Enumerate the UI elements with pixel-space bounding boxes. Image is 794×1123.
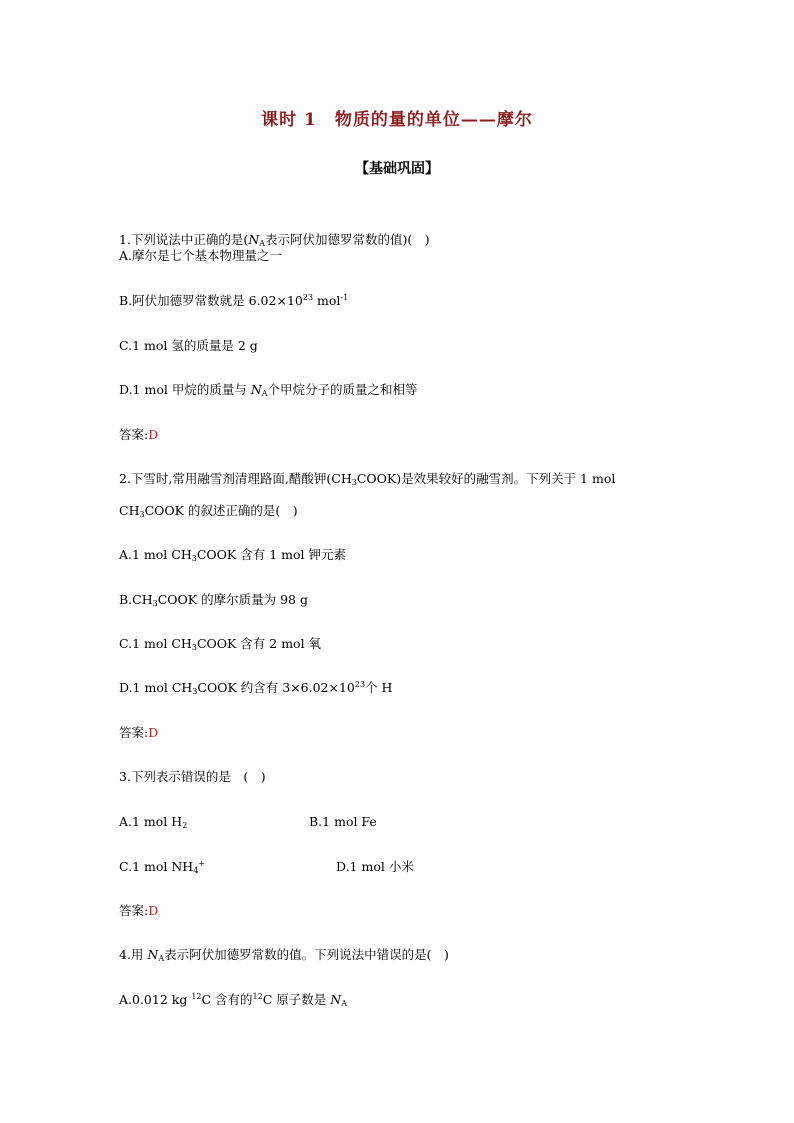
q3-answer: 答案:D — [119, 903, 159, 918]
section-heading: 【基础巩固】 — [355, 161, 439, 177]
q2-option-a: A.1 mol $CH_3COOK$ 含有 1 mol 钾元素 — [119, 547, 346, 563]
q4-option-a: A.0.012 kg $^{12}$C 含有的$^{12}$C 原子数是 $N_A$ — [119, 992, 347, 1008]
q3-option-b: B.1 mol Fe — [309, 814, 377, 829]
lesson-topic: 物质的量的单位——摩尔 — [334, 110, 533, 130]
q1-stem: 1.下列说法中正确的是($N_A$表示阿伏加德罗常数的值)( ) — [119, 232, 430, 248]
q3-option-d: D.1 mol 小米 — [336, 859, 414, 874]
q1-option-c: C.1 mol 氢的质量是 2 g — [119, 338, 258, 353]
q2-stem-line2: $CH_3COOK$ 的叙述正确的是( ) — [119, 503, 298, 519]
q3-stem: 3.下列表示错误的是 ( ) — [119, 769, 266, 784]
q1-answer: 答案:D — [119, 427, 159, 442]
page-title — [0, 105, 794, 130]
q3-option-c: C.1 mol $NH_4^+$ — [119, 859, 206, 875]
q2-option-d: D.1 mol $CH_3COOK$ 约含有 $3\times 6.02\times 10^{23}$个 H — [119, 680, 393, 696]
q4-stem: 4.用 $N_A$表示阿伏加德罗常数的值。下列说法中错误的是( ) — [119, 947, 449, 963]
q2-option-c: C.1 mol $CH_3COOK$ 含有 2 mol 氧 — [119, 636, 322, 652]
lesson-number: 课时 1 — [261, 110, 317, 130]
q1-option-b: B.阿伏加德罗常数就是 $6.02\times 10^{23}$ mol$^{-1}$ — [119, 293, 349, 308]
q2-option-b: $B.CH_3COOK$ 的摩尔质量为 98 g — [119, 592, 308, 608]
q2-answer: 答案:D — [119, 725, 159, 740]
q2-stem-line1: 2.下雪时,常用融雪剂清理路面,醋酸钾$(CH_3COOK)$是效果较好的融雪剂。下列关于 1 mol — [119, 471, 616, 487]
q1-option-a: A.摩尔是七个基本物理量之一 — [119, 248, 283, 263]
q3-option-a: A.1 mol $H_2$ — [119, 814, 188, 830]
q1-option-d: D.1 mol 甲烷的质量与 $N_A$个甲烷分子的质量之和相等 — [119, 382, 418, 398]
